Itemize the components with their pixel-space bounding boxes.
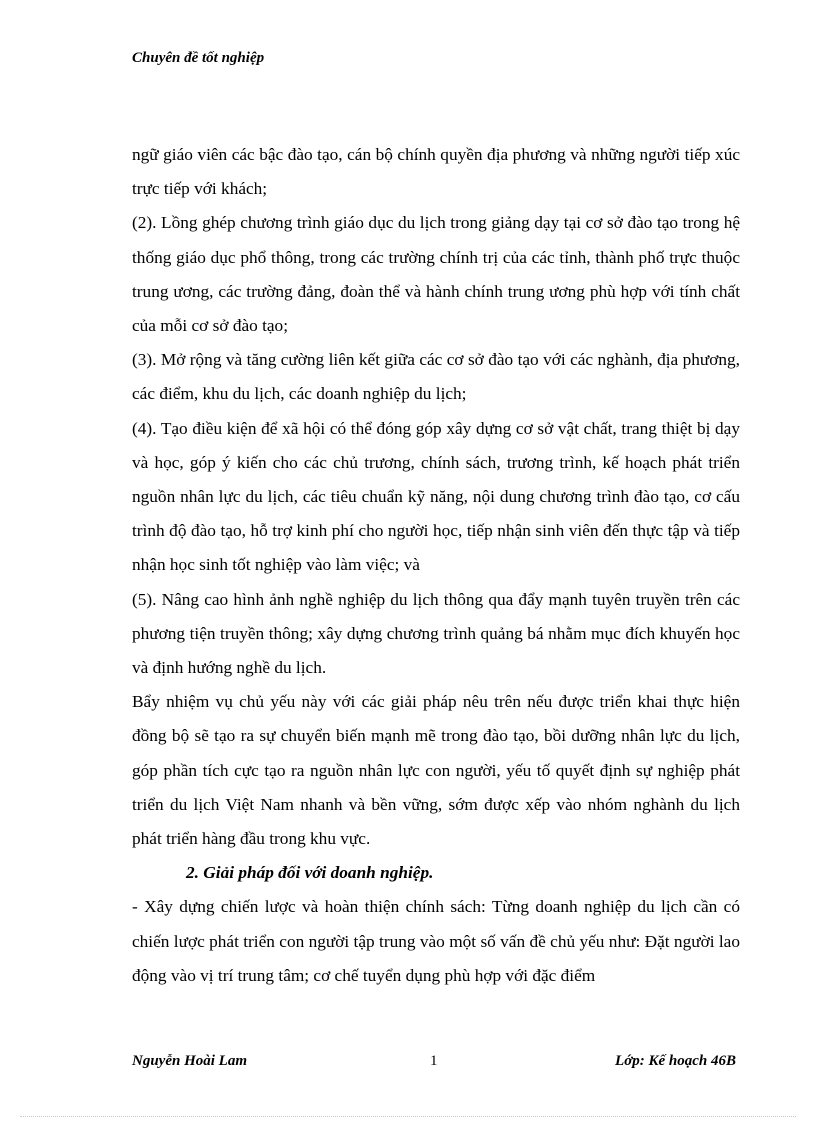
paragraph: - Xây dựng chiến lược và hoàn thiện chính sách: Từng doanh nghiệp du lịch cần có chiến lược phát triển con người tập trung vào một số vấn đề chủ yếu như: Đặt người lao động vào vị trí trung tâm; cơ chế tuyển dụng phù hợp với đặc điểm bbox=[132, 897, 740, 985]
page-footer bbox=[132, 1053, 736, 1073]
page-header-title: Chuyên đề tốt nghiệp bbox=[132, 50, 265, 66]
paragraph: (4). Tạo điều kiện để xã hội có thể đóng góp xây dựng cơ sở vật chất, trang thiệt bị dạy và học, góp ý kiến cho các chủ trương, chính sách, trương trình, kế hoạch phát triển nguồn nhân lực du lịch, các tiêu chuẩn kỹ năng, nội dung chương trình đào tạo, cơ cấu trình độ đào tạo, hỗ trợ kinh phí cho người học, tiếp nhận sinh viên đến thực tập và tiếp nhận học sinh tốt nghiệp vào làm việc; và bbox=[132, 418, 740, 575]
page-bottom-divider bbox=[20, 1116, 796, 1117]
paragraph: Bẩy nhiệm vụ chủ yếu này với các giải pháp nêu trên nếu được triển khai thực hiện đồng bộ sẽ tạo ra sự chuyển biến mạnh mẽ trong đào tạo, bồi dưỡng nhân lực du lịch, góp phần tích cực tạo ra nguồn nhân lực con người, yếu tố quyết định sự nghiệp phát triển du lịch Việt Nam nhanh và bền vững, sớm được xếp vào nhóm nghành du lịch phát triển hàng đầu trong khu vực. bbox=[132, 692, 740, 849]
paragraph: ngữ giáo viên các bậc đào tạo, cán bộ chính quyền địa phương và những người tiếp xúc trực tiếp với khách; bbox=[132, 145, 740, 199]
paragraph: (5). Nâng cao hình ảnh nghề nghiệp du lịch thông qua đẩy mạnh tuyên truyền trên các phương tiện truyền thông; xây dựng chương trình quảng bá nhằm mục đích khuyến học và định hướng nghề du lịch. bbox=[132, 589, 740, 678]
paragraph: (2). Lồng ghép chương trình giáo dục du lịch trong giảng dạy tại cơ sở đào tạo trong hệ thống giáo dục phổ thông, trong các trường chính trị của các tỉnh, thành phố trực thuộc trung ương, các trường đảng, đoàn thể và hành chính trung ương phù hợp với tính chất của mỗi cơ sở đào tạo; bbox=[132, 213, 740, 336]
footer-class-info: Lớp: Kế hoạch 46B bbox=[615, 1053, 736, 1069]
section-heading: 2. Giải pháp đối với doanh nghiệp. bbox=[186, 863, 434, 883]
footer-author: Nguyễn Hoài Lam bbox=[132, 1053, 247, 1069]
paragraph: (3). Mở rộng và tăng cường liên kết giữa các cơ sở đào tạo với các nghành, địa phương, các điểm, khu du lịch, các doanh nghiệp du lịch; bbox=[132, 350, 740, 404]
document-body bbox=[132, 138, 740, 993]
footer-page-number: 1 bbox=[430, 1053, 438, 1069]
